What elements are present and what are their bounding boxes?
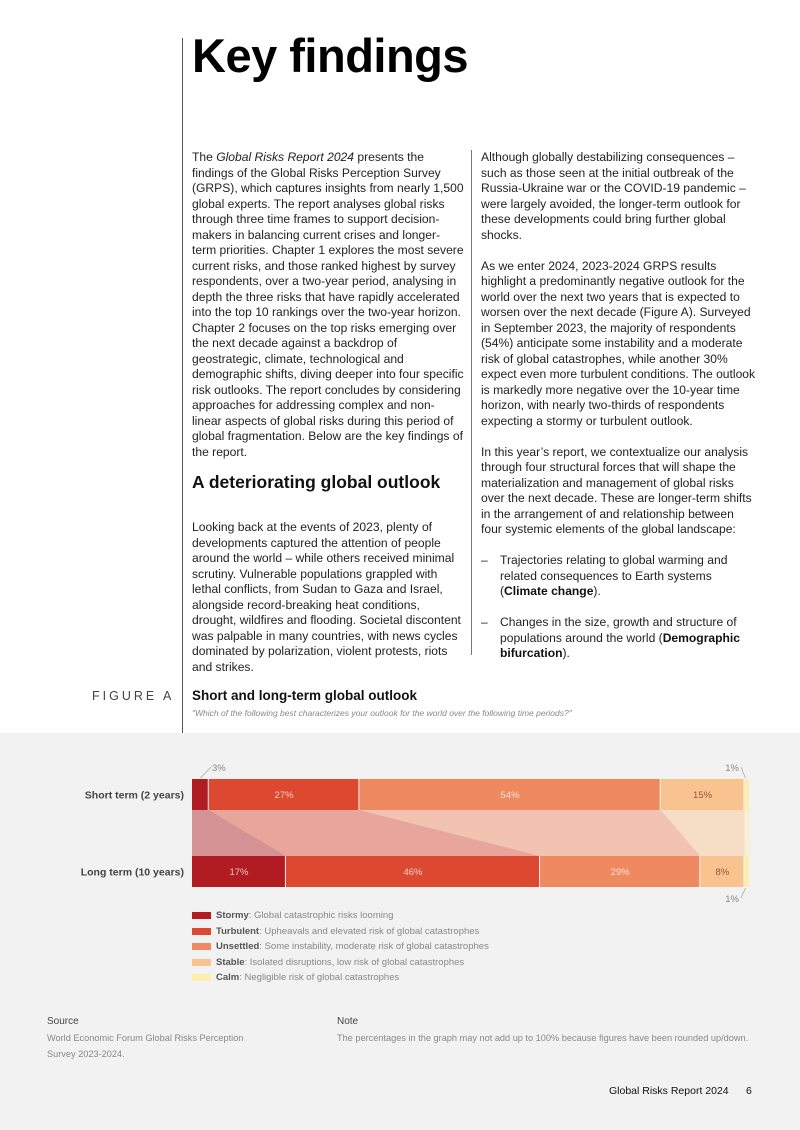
data-label: 27%: [274, 790, 294, 801]
legend-name: Stormy: [216, 910, 249, 922]
bullet-text-end: ).: [593, 584, 601, 598]
legend-swatch: [192, 912, 211, 919]
figure-subtitle: "Which of the following best characterizes your outlook for the world over the following time periods?": [192, 708, 572, 718]
category-label: Short term (2 years): [84, 789, 184, 802]
legend-item-turbulent: [192, 924, 489, 940]
note-heading: Note: [337, 1016, 359, 1027]
bullet-bold: Climate change: [504, 584, 594, 598]
data-label: 3%: [212, 763, 226, 774]
data-label: 17%: [229, 867, 249, 878]
legend-desc: : Upheavals and elevated risk of global catastrophes: [259, 925, 480, 937]
legend-item-calm: [192, 970, 489, 986]
callout-line: [741, 888, 745, 898]
legend-name: Turbulent: [216, 925, 260, 937]
page-title: Key findings: [192, 29, 469, 82]
legend-swatch: [192, 928, 211, 935]
report-name: Global Risks Report 2024: [216, 150, 355, 164]
bullet-text-end: ).: [562, 646, 570, 660]
legend-desc: : Isolated disruptions, low risk of global catastrophes: [244, 956, 465, 968]
intro-pre: The: [192, 150, 217, 164]
data-label: 8%: [715, 867, 730, 878]
data-label: 1%: [725, 763, 739, 774]
data-label: 1%: [725, 894, 739, 905]
callout-line: [741, 767, 745, 778]
category-label: Long term (10 years): [80, 866, 184, 879]
figure-label: FIGURE A: [92, 689, 175, 703]
legend-item-unsettled: [192, 939, 489, 955]
bullet-text: Trajectories relating to global warming and related consequences to Earth systems (: [500, 553, 728, 598]
bullet-item: [481, 553, 756, 600]
legend-swatch: [192, 974, 211, 981]
data-label: 29%: [610, 867, 630, 878]
legend-name: Unsettled: [216, 941, 260, 953]
column-separator: [471, 150, 472, 655]
source-heading: Source: [47, 1016, 79, 1027]
figure-title: Short and long-term global outlook: [192, 688, 417, 703]
source-text: World Economic Forum Global Risks Perception Survey 2023-2024.: [47, 1033, 244, 1059]
intro-paragraph: [192, 150, 464, 460]
bullet-text: Changes in the size, growth and structure of populations around the world (: [500, 615, 737, 645]
section-text: Looking back at the events of 2023, plenty of developments captured the attention of people around the world – while others received minimal scrutiny. Vulnerable populations grappled with lethal conflicts, from Sudan to Gaza and Israel, alongside record-breaking heat conditions, drought, wildfires and flooding. Societal discontent was palpable in many countries, with news cycles dominated by polarization, violent protests, riots and strikes.: [192, 520, 461, 674]
connector-calm: [744, 810, 750, 856]
bullet-dash: –: [481, 615, 488, 629]
page-number: 6: [746, 1085, 752, 1097]
footer-title: Global Risks Report 2024: [609, 1085, 729, 1097]
legend-item-stormy: [192, 908, 489, 924]
bar-calm: [744, 856, 749, 887]
bullet-bold: Demographic bifurcation: [500, 630, 740, 660]
bullet-item: [481, 615, 756, 662]
legend-desc: : Global catastrophic risks looming: [248, 910, 394, 922]
vertical-rule: [182, 38, 183, 745]
bullet-dash: –: [481, 553, 488, 567]
legend-desc: : Negligible risk of global catastrophes: [239, 972, 400, 984]
legend-swatch: [192, 943, 211, 950]
data-label: 54%: [500, 790, 520, 801]
paragraph-3: In this year’s report, we contextualize our analysis through four structural forces that will shape the materialization and management of global risks over the next decade. These are longer-term shifts in the arrangement of and relationship between four systemic elements of the global landscape:: [481, 444, 752, 536]
stacked-bar-chart: [0, 733, 800, 913]
bar-calm: [744, 779, 749, 810]
section-paragraph: [192, 520, 464, 675]
paragraph-2: As we enter 2024, 2023-2024 GRPS results highlight a predominantly negative outlook for the world over the next two years that is expected to worsen over the next decade (Figure A). Surveyed in September 2023, the majority of respondents (54%) anticipate some instability and a moderate risk of global catastrophes, while another 30% expect even more turbulent conditions. The outlook is markedly more negative over the 10-year time horizon, with nearly two-thirds of respondents expecting a stormy or turbulent outlook.: [481, 258, 756, 428]
legend-name: Stable: [216, 956, 245, 968]
legend-item-stable: [192, 955, 489, 971]
callout-line: [200, 767, 211, 778]
legend-name: Calm: [216, 972, 240, 984]
section-heading: A deteriorating global outlook: [192, 472, 441, 492]
bar-stormy: [192, 779, 208, 810]
chart-legend: [192, 908, 489, 986]
legend-desc: : Some instability, moderate risk of global catastrophes: [259, 941, 489, 953]
paragraph-1: Although globally destabilizing consequences – such as those seen at the initial outbreak of the Russia-Ukraine war or the COVID-19 pandemic – were largely avoided, the longer-term outlook for these developments could bring further global shocks.: [481, 150, 746, 242]
legend-swatch: [192, 959, 211, 966]
data-label: 46%: [403, 867, 423, 878]
right-column: [481, 150, 756, 662]
data-label: 15%: [693, 790, 713, 801]
intro-post: presents the findings of the Global Risks Perception Survey (GRPS), which captures insights from nearly 1,500 global experts. The report analyses global risks through three time frames to support decision-makers in balancing current crises and longer-term priorities. Chapter 1 explores the most severe current risks, and those ranked highest by survey respondents, over a two-year period, analysing in depth the three risks that have rapidly accelerated into the top 10 rankings over the two-year horizon. Chapter 2 focuses on the top risks emerging over the next decade against a backdrop of geostrategic, climate, technological and demographic shifts, diving deeper into four specific risk outlooks. The report concludes by considering approaches for addressing complex and non-linear aspects of global risks during this period of global fragmentation. Below are the key findings of the report.: [192, 150, 464, 459]
note-text: The percentages in the graph may not add up to 100% because figures have been rounded up/down.: [337, 1033, 749, 1043]
